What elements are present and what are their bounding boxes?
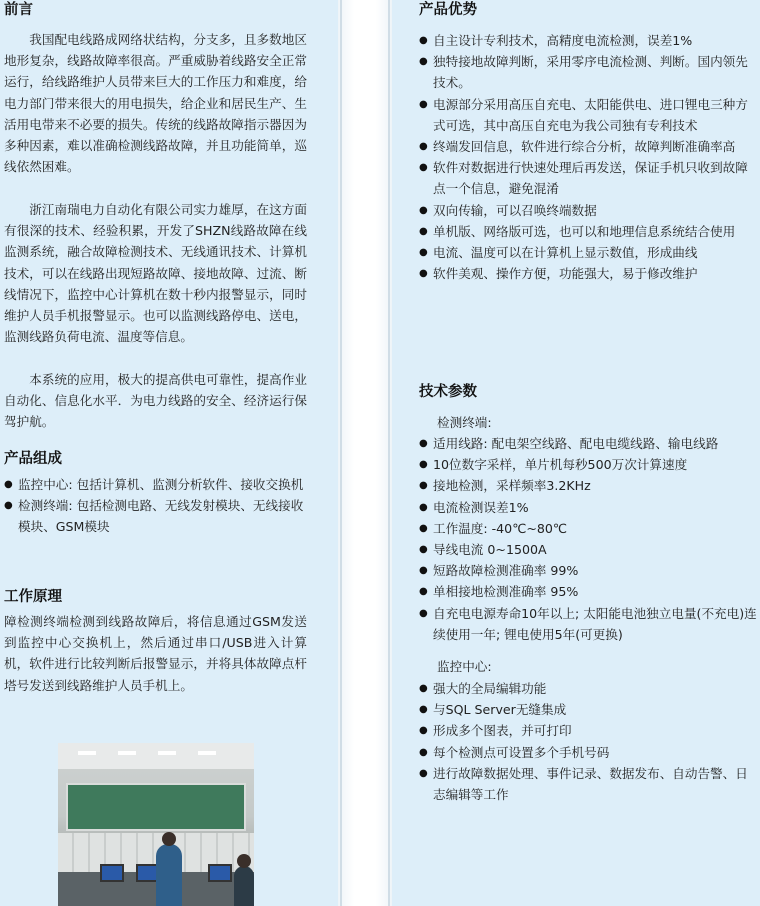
list-item: ● 自充电电源寿命10年以上; 太阳能电池独立电量(不充电)连续使用一年; 锂电使用5年(可更换) [419, 603, 757, 645]
list-item: ● 单机版、网络版可选，也可以和地理信息系统结合使用 [419, 221, 757, 242]
composition-heading: 产品组成 [4, 451, 62, 467]
preface-paragraph-1: 我国配电线路成网络状结构，分支多，且多数地区地形复杂，线路故障率很高。严重威胁着线路安全正常运行，给线路维护人员带来巨大的工作压力和难度，给电力部门带来很大的用电损失，给企业和居民生产、生活用电带来不必要的损失。传统的线路故障指示器因为多种因素，难以准确检测线路故障，并且功能简单，巡线依然困难。 [4, 32, 307, 175]
list-item: ● 电源部分采用高压自充电、太阳能供电、进口锂电三种方式可选，其中高压自充电为我公司独有专利技术 [419, 94, 757, 136]
list-item: ● 接地检测，采样频率3.2KHz [419, 475, 757, 496]
list-item: ● 自主设计专利技术，高精度电流检测，误差1% [419, 30, 757, 51]
list-item: ● 终端发回信息，软件进行综合分析，故障判断准确率高 [419, 136, 757, 157]
preface-paragraph-3: 本系统的应用，极大的提高供电可靠性，提高作业自动化、信息化水平．为电力线路的安全、经济运行保驾护航。 [4, 372, 307, 430]
list-item: ● 软件对数据进行快速处理后再发送，保证手机只收到故障点一个信息，避免混淆 [419, 157, 757, 199]
principle-text: 障检测终端检测到线路故障后，将信息通过GSM发送到监控中心交换机上，然后通过串口/USB进入计算机，软件进行比较判断后报警显示，并将具体故障点杆塔号发送到线路维护人员手机上。 [4, 614, 307, 693]
photo-wall-display [66, 783, 246, 831]
preface-heading: 前言 [4, 2, 33, 18]
principle-heading: 工作原理 [4, 589, 62, 605]
photo-person [156, 844, 182, 906]
center-features-list [419, 678, 757, 805]
list-item: ● 电流、温度可以在计算机上显示数值，形成曲线 [419, 242, 757, 263]
list-item: ● 检测终端: 包括检测电路、无线发射模块、无线接收模块、GSM模块 [4, 495, 307, 537]
center-label: 监控中心: [437, 659, 492, 674]
list-item: ● 工作温度: -40℃~80℃ [419, 518, 757, 539]
column-gutter [338, 0, 392, 906]
list-item: ● 10位数字采样，单片机每秒500万次计算速度 [419, 454, 757, 475]
list-item: ● 电流检测误差1% [419, 497, 757, 518]
list-item: ● 进行故障数据处理、事件记录、数据发布、自动告警、日志编辑等工作 [419, 763, 757, 805]
list-item: ● 导线电流 0~1500A [419, 539, 757, 560]
list-item: ● 软件美观、操作方便，功能强大，易于修改维护 [419, 263, 757, 284]
list-item: ● 强大的全局编辑功能 [419, 678, 757, 699]
list-item: ● 监控中心: 包括计算机、监测分析软件、接收交换机 [4, 474, 307, 495]
list-item: ● 单相接地检测准确率 95% [419, 581, 757, 602]
list-item: ● 双向传输，可以召唤终端数据 [419, 200, 757, 221]
list-item: ● 每个检测点可设置多个手机号码 [419, 742, 757, 763]
list-item: ● 与SQL Server无缝集成 [419, 699, 757, 720]
terminal-label: 检测终端: [437, 415, 492, 430]
list-item: ● 形成多个图表，并可打印 [419, 720, 757, 741]
gutter-line [388, 0, 390, 906]
composition-list [4, 474, 307, 538]
control-room-photo [58, 743, 254, 906]
gutter-line [340, 0, 342, 906]
terminal-params-list [419, 433, 757, 645]
preface-paragraph-2: 浙江南瑞电力自动化有限公司实力雄厚，在这方面有很深的技术、经验积累，开发了SHZN线路故障在线监测系统，融合故障检测技术、无线通讯技术、计算机技术，可以在线路出现短路故障、接地故障、过流、断线情况下，监控中心计算机在数十秒内报警显示，同时维护人员手机报警显示。也可以监测线路停电、送电，监测线路负荷电流、温度等信息。 [4, 202, 307, 345]
list-item: ● 适用线路: 配电架空线路、配电电缆线路、输电线路 [419, 433, 757, 454]
list-item: ● 短路故障检测准确率 99% [419, 560, 757, 581]
list-item: ● 独特接地故障判断，采用零序电流检测、判断。国内领先技术。 [419, 51, 757, 93]
params-heading: 技术参数 [419, 384, 477, 400]
advantages-list [419, 30, 757, 284]
photo-ceiling [58, 743, 254, 769]
advantages-heading: 产品优势 [419, 2, 477, 18]
